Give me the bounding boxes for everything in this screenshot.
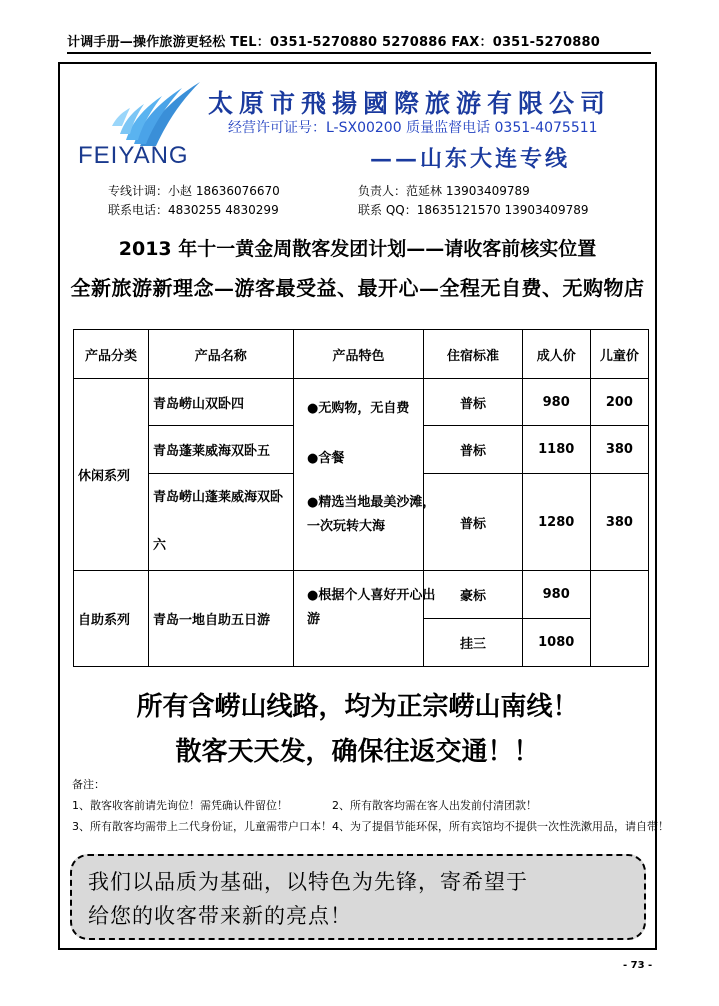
note-2: 2、所有散客均需在客人出发前付清团款！ [332, 799, 537, 812]
adult-price: 980 [522, 571, 590, 619]
standard-cell: 普标 [424, 474, 522, 571]
note-1: 1、散客收客前请先询位！需凭确认件留位！ [72, 799, 288, 812]
features-self-guided [307, 584, 437, 632]
product-name: 青岛崂山双卧四 [149, 379, 293, 426]
flyer-frame [58, 62, 669, 950]
closing-banner [70, 854, 646, 940]
contact-left-1: 专线计调：小赵 18636076670 [108, 184, 280, 198]
banner-line-2: 给您的收客带来新的亮点！ [88, 904, 352, 928]
adult-price: 980 [522, 379, 590, 426]
child-price [590, 571, 648, 667]
header-line: 计调手册—操作旅游更轻松 TEL：0351-5270880 5270886 FAX：0351-5270880 [67, 34, 651, 54]
adult-price: 1180 [522, 426, 590, 474]
big-line-1: 所有含崂山线路，均为正宗崂山南线！ [136, 692, 579, 722]
header-child: 儿童价 [590, 330, 648, 379]
standard-cell: 豪标 [424, 571, 522, 619]
notes-row [72, 795, 647, 816]
contact-right-2: 联系 QQ：18635121570 13903409789 [358, 203, 589, 217]
banner-line-1: 我们以品质为基础，以特色为先锋，寄希望于 [88, 870, 528, 894]
child-price: 200 [590, 379, 648, 426]
standard-cell: 挂三 [424, 619, 522, 667]
contacts [108, 182, 589, 220]
feature-item: ●含餐 [307, 451, 345, 466]
wing-logo-icon [82, 78, 202, 148]
standard-cell: 普标 [424, 379, 522, 426]
logo-area [60, 64, 655, 179]
product-name: 青岛一地自助五日游 [149, 571, 293, 667]
notes [72, 774, 669, 837]
product-name: 青岛蓬莱威海双卧五 [149, 426, 293, 474]
notes-row [72, 816, 669, 837]
table-header-row [74, 330, 649, 379]
feature-item: ●根据个人喜好开心出游 [307, 588, 436, 627]
adult-price: 1280 [522, 474, 590, 571]
headline: 2013 年十一黄金周散客发团计划——请收客前核实位置 [118, 238, 597, 260]
group-cell: 休闲系列 [74, 379, 149, 571]
notes-title: 备注： [72, 778, 105, 791]
brand-name: FEIYANG [78, 142, 189, 169]
slogan: 全新旅游新理念—游客最受益、最开心—全程无自费、无购物店 [70, 276, 645, 300]
product-name: 青岛崂山蓬莱威海双卧六 [149, 474, 293, 571]
header-category: 产品分类 [74, 330, 149, 379]
license-line: 经营许可证号：L-SX00200 质量监督电话 0351-4075511 [228, 120, 598, 136]
contact-right [358, 182, 678, 220]
contact-left-2: 联系电话：4830255 4830299 [108, 203, 279, 217]
feature-item: ●无购物，无自费 [307, 401, 410, 416]
note-4: 4、为了提倡节能环保，所有宾馆均不提供一次性洗漱用品，请自带！ [332, 820, 669, 833]
features-leisure [307, 397, 437, 539]
special-line: ——山东大连专线 [370, 146, 571, 172]
header-name: 产品名称 [149, 330, 293, 379]
note-3: 3、所有散客均需带上二代身份证，儿童需带户口本！ [72, 820, 332, 833]
header-feature: 产品特色 [293, 330, 424, 379]
page-number: - 73 - [623, 960, 653, 971]
big-line-2: 散客天天发，确保往返交通！！ [175, 737, 540, 767]
adult-price: 1080 [522, 619, 590, 667]
header-adult: 成人价 [522, 330, 590, 379]
child-price: 380 [590, 474, 648, 571]
standard-cell: 普标 [424, 426, 522, 474]
feature-item: ●精选当地最美沙滩，一次玩转大海 [307, 495, 436, 534]
company-name: 太原市飛揚國際旅游有限公司 [208, 89, 612, 118]
group-cell: 自助系列 [74, 571, 149, 667]
contact-right-1: 负责人：范延林 13903409789 [358, 184, 530, 198]
child-price: 380 [590, 426, 648, 474]
header-standard: 住宿标准 [424, 330, 522, 379]
